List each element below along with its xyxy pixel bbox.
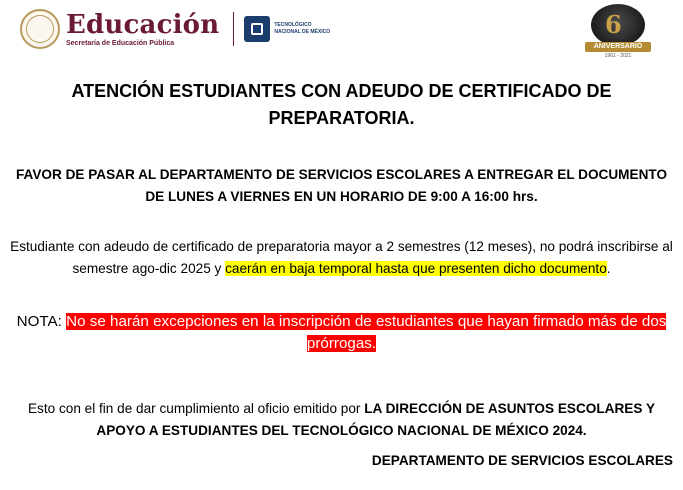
body-end: . bbox=[606, 261, 611, 276]
tecnm-logo bbox=[244, 16, 334, 42]
page-title: ATENCIÓN ESTUDIANTES CON ADEUDO DE CERTIFICADO DE PREPARATORIA. bbox=[71, 81, 612, 128]
footer-text: Esto con el fin de dar cumplimiento al oficio emitido por bbox=[27, 401, 365, 416]
logo-divider bbox=[233, 12, 234, 46]
sep-logo bbox=[20, 8, 334, 50]
mexico-seal-icon bbox=[20, 9, 60, 49]
note-label: NOTA: bbox=[16, 313, 67, 330]
logo-subtitle: Secretaría de Educación Pública bbox=[66, 40, 175, 47]
logo-wordmark: Educación bbox=[66, 10, 220, 40]
footer-bold: LA DIRECCIÓN DE ASUNTOS ESCOLARES Y APOYO A ESTUDIANTES DEL TECNOLÓGICO NACIONAL DE MÉXICO 2024. bbox=[96, 401, 656, 438]
instruction-line-2: DE LUNES A VIERNES EN UN HORARIO DE 9:00 A 16:00 hrs. bbox=[145, 189, 538, 204]
anniversary-number-icon: 6 bbox=[605, 10, 622, 39]
tecnm-icon bbox=[244, 16, 270, 42]
note-highlight: No se harán excepciones en la inscripción de estudiantes que hayan firmado más de dos prórrogas. bbox=[66, 313, 667, 352]
anniversary-years: 1961 - 2021 bbox=[604, 53, 632, 59]
note-paragraph bbox=[4, 311, 679, 355]
instruction-block bbox=[6, 164, 677, 208]
anniversary-ribbon: ANIVERSARIO bbox=[585, 42, 651, 52]
body-paragraph bbox=[6, 236, 677, 280]
footer-paragraph bbox=[6, 398, 677, 442]
anniversary-logo bbox=[585, 4, 655, 60]
tecnm-label: TECNOLÓGICO NACIONAL DE MÉXICO bbox=[274, 22, 331, 35]
sep-wordmark bbox=[66, 11, 219, 47]
body-text: Estudiante con adeudo de certificado de preparatoria mayor a 2 semestres (12 meses), no podrá inscribirse al semestre ago-dic 2025 y bbox=[10, 239, 673, 276]
signature: DEPARTAMENTO DE SERVICIOS ESCOLARES bbox=[371, 453, 673, 468]
body-highlight: caerán en baja temporal hasta que presenten dicho documento bbox=[225, 261, 607, 276]
instruction-line-1: FAVOR DE PASAR AL DEPARTAMENTO DE SERVICIOS ESCOLARES A ENTREGAR EL DOCUMENTO bbox=[15, 167, 668, 182]
